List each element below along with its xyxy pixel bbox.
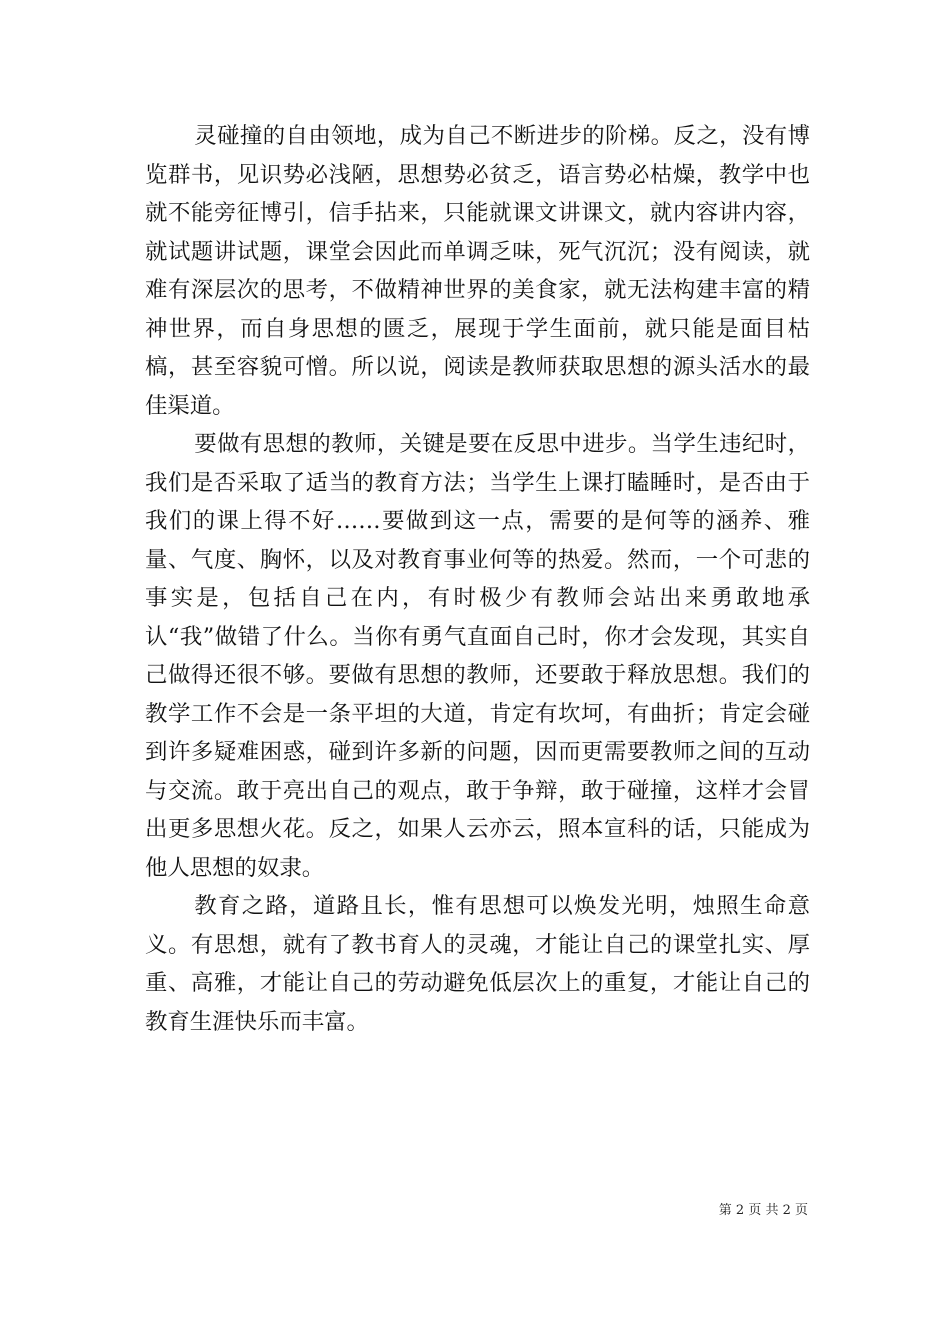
paragraph: 教育之路，道路且长，惟有思想可以焕发光明，烛照生命意义。有思想，就有了教书育人的灵魂，才能让自己的课堂扎实、厚重、高雅，才能让自己的劳动避免低层次上的重复，才能让自己的教育生涯快乐而丰富。 [145,893,810,1035]
paragraph: 灵碰撞的自由领地，成为自己不断进步的阶梯。反之，没有博览群书，见识势必浅陋，思想势必贫乏，语言势必枯燥，教学中也就不能旁征博引，信手拈来，只能就课文讲课文，就内容讲内容，就试题讲试题，课堂会因此而单调乏味，死气沉沉；没有阅读，就难有深层次的思考，不做精神世界的美食家，就无法构建丰富的精神世界，而自身思想的匮乏，展现于学生面前，就只能是面目枯槁，甚至容貌可憎。所以说，阅读是教师获取思想的源头活水的最佳渠道。 [145,123,810,419]
page-number-footer: 第 2 页 共 2 页 [718,1203,808,1218]
document-body [145,117,810,1041]
paragraph: 要做有思想的教师，关键是要在反思中进步。当学生违纪时，我们是否采取了适当的教育方法；当学生上课打瞌睡时，是否由于我们的课上得不好……要做到这一点，需要的是何等的涵养、雅量、气度、胸怀，以及对教育事业何等的热爱。然而，一个可悲的事实是，包括自己在内，有时极少有教师会站出来勇敢地承认“我”做错了什么。当你有勇气直面自己时，你才会发现，其实自己做得还很不够。要做有思想的教师，还要敢于释放思想。我们的教学工作不会是一条平坦的大道，肯定有坎坷，有曲折；肯定会碰到许多疑难困惑，碰到许多新的问题，因而更需要教师之间的互动与交流。敢于亮出自己的观点，敢于争辩，敢于碰撞，这样才会冒出更多思想火花。反之，如果人云亦云，照本宣科的话，只能成为他人思想的奴隶。 [145,431,810,881]
